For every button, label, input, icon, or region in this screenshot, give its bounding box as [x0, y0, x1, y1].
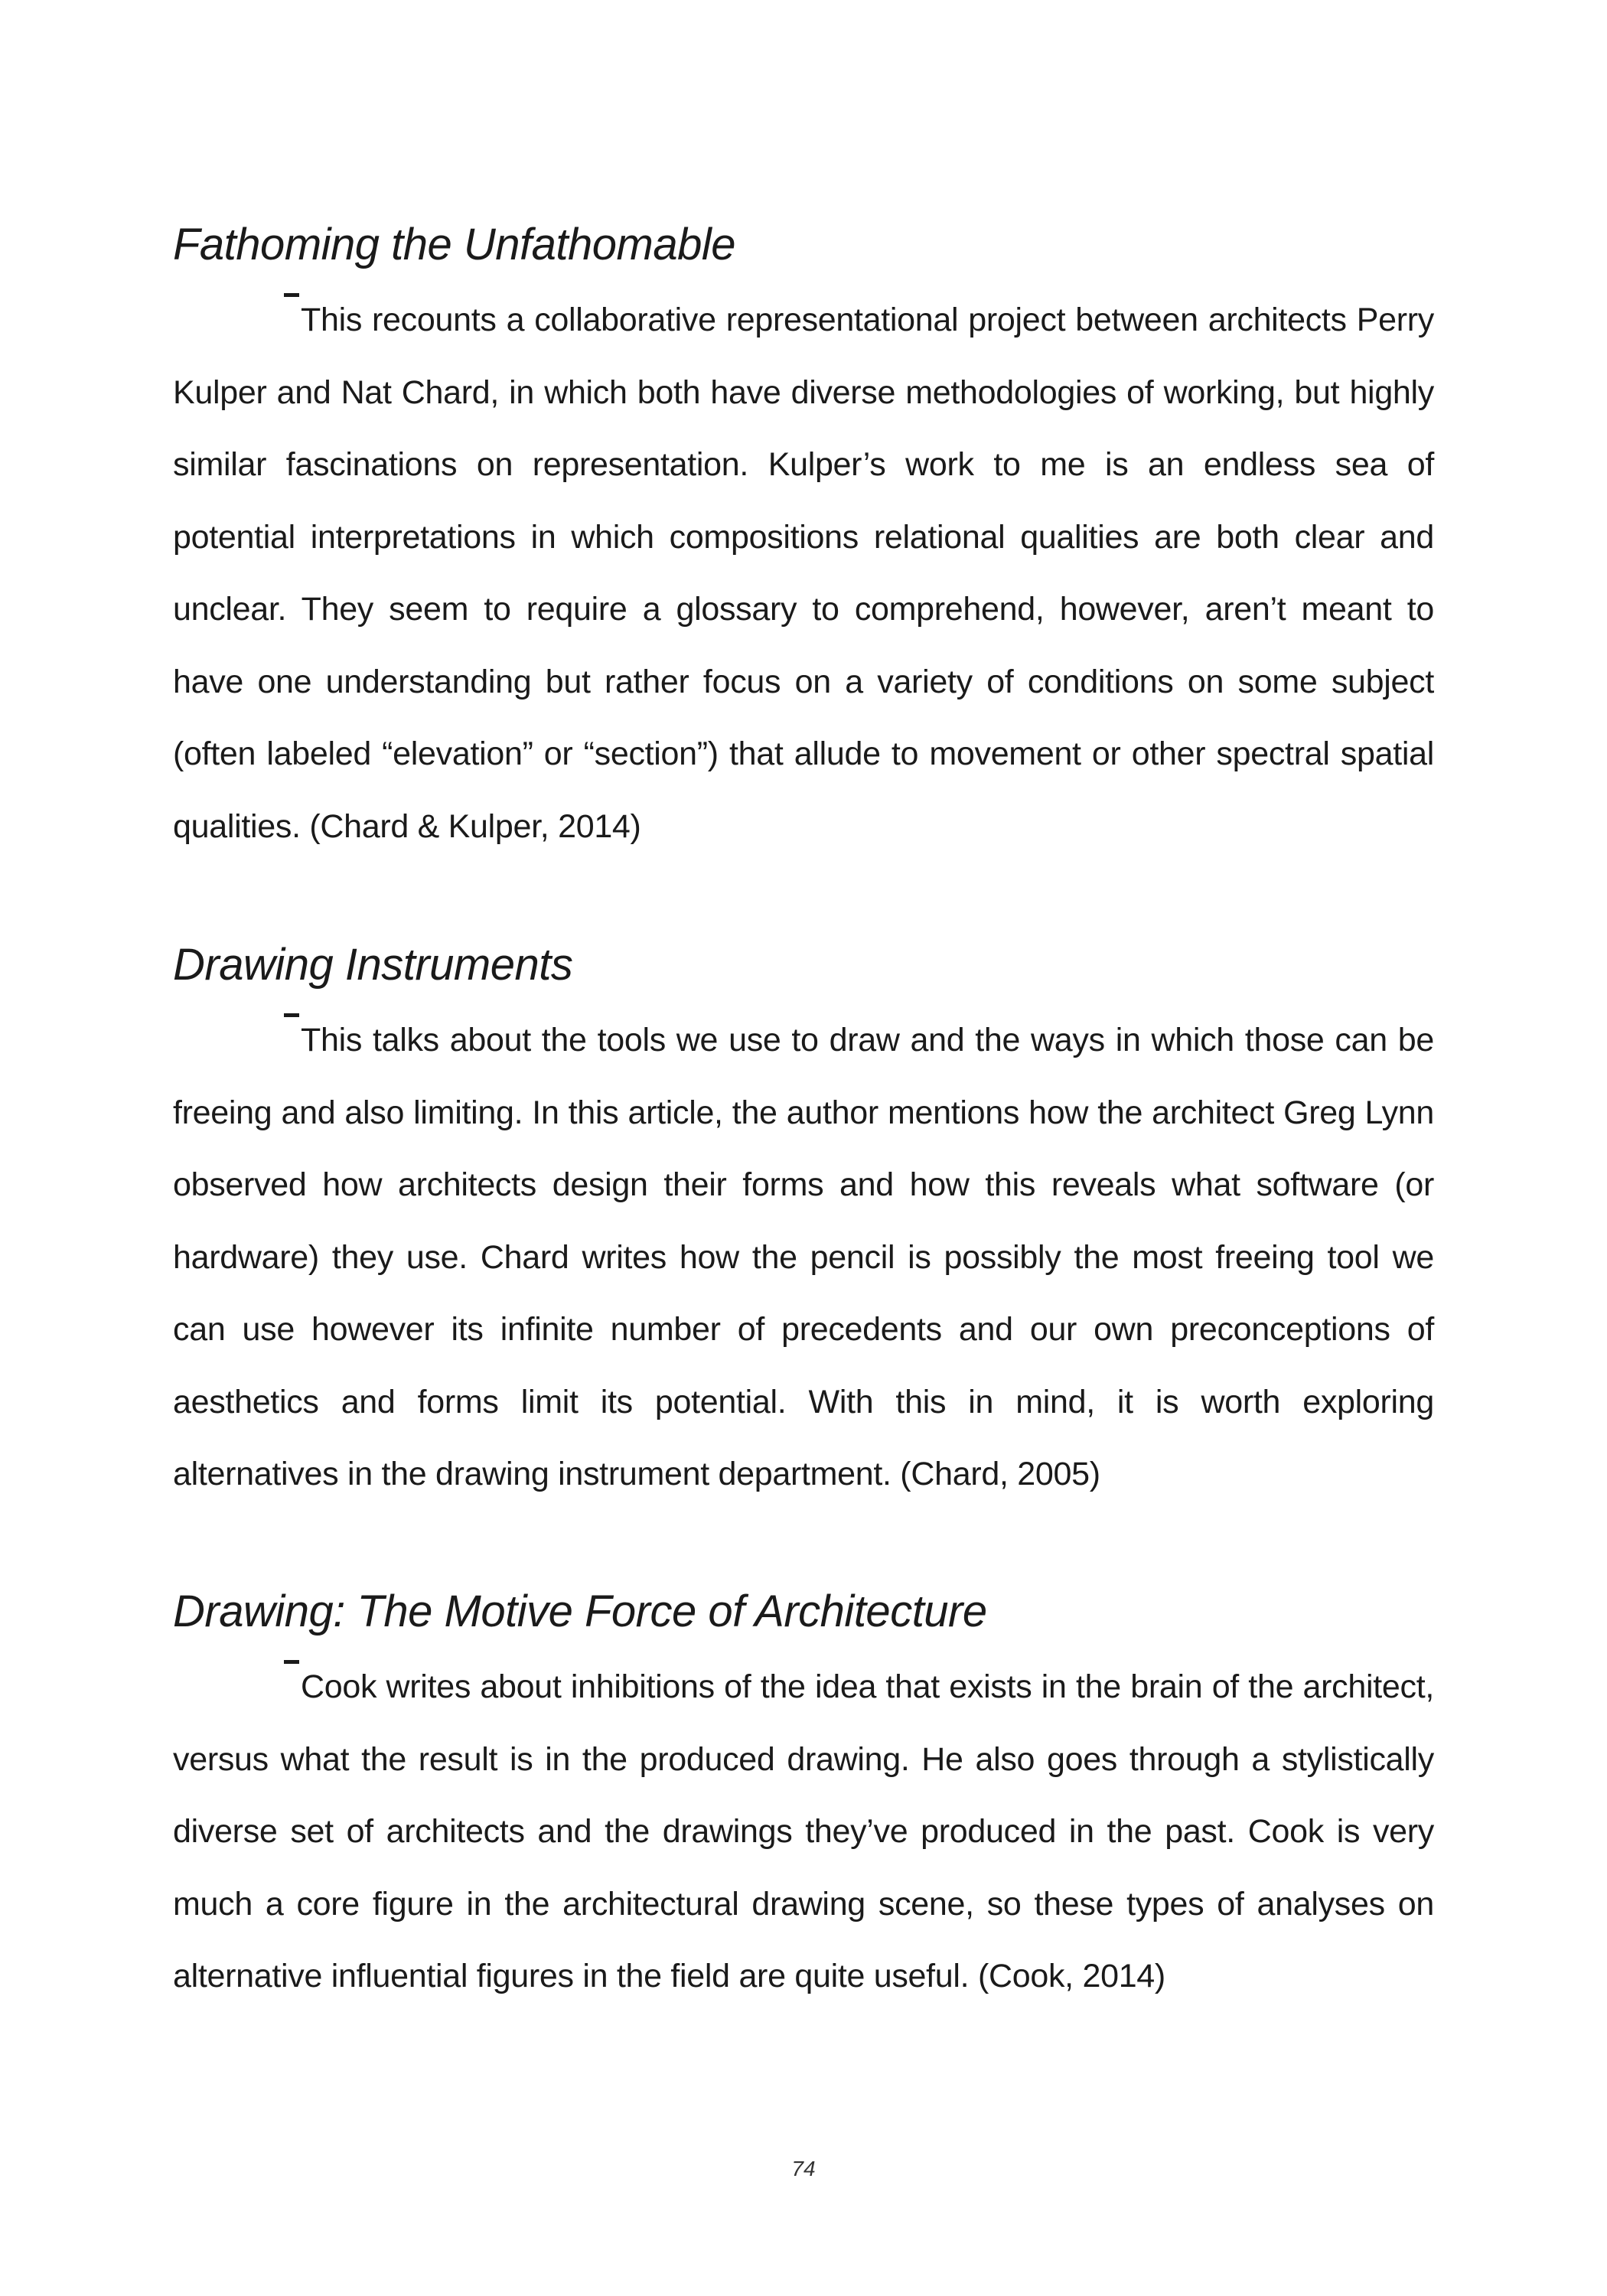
section-title: Fathoming the Unfathomable — [173, 220, 735, 269]
section-body-text: This recounts a collaborative representational project between architects Perry Kulper and Nat Chard, in which both have diverse methodologies of working, but highly similar fascinations on representation. Kulper’s work to me is an endless sea of potential interpretations in which compositions relational qualities are both clear and unclear. They seem to require a glossary to comprehend, however, aren’t meant to have one understanding but rather focus on a variety of conditions on some subject (often labeled “elevation” or “section”) that allude to movement or other spectral spatial qualities. (Chard & Kulper, 2014) — [173, 302, 1434, 845]
dash-mark-icon — [284, 293, 299, 297]
page-number: 74 — [791, 2157, 816, 2180]
section-drawing-motive-force — [173, 1585, 1434, 2013]
section-body-text: This talks about the tools we use to draw and the ways in which those can be freeing and also limiting. In this article, the author mentions how the architect Greg Lynn observed how architects design their forms and how this reveals what software (or hardware) they use. Chard writes how the pencil is possibly the most freeing tool we can use however its infinite number of precedents and our own preconceptions of aesthetics and forms limit its potential. With this in mind, it is worth exploring alternatives in the drawing instrument department. (Chard, 2005) — [173, 1022, 1434, 1492]
section-paragraph — [173, 284, 1434, 863]
dash-mark-icon — [284, 1013, 299, 1017]
section-paragraph — [173, 1651, 1434, 2013]
section-title: Drawing: The Motive Force of Architecture — [173, 1587, 987, 1636]
section-paragraph — [173, 1004, 1434, 1511]
section-fathoming-the-unfathomable — [173, 218, 1434, 863]
section-drawing-instruments — [173, 938, 1434, 1511]
section-body-text: Cook writes about inhibitions of the idea that exists in the brain of the architect, versus what the result is in the produced drawing. He also goes through a stylistically diverse set of architects and the drawings they’ve produced in the past. Cook is very much a core figure in the architectural drawing scene, so these types of analyses on alternative influential figures in the field are quite useful. (Cook, 2014) — [173, 1668, 1434, 1994]
section-title: Drawing Instruments — [173, 940, 573, 990]
dash-mark-icon — [284, 1660, 299, 1664]
